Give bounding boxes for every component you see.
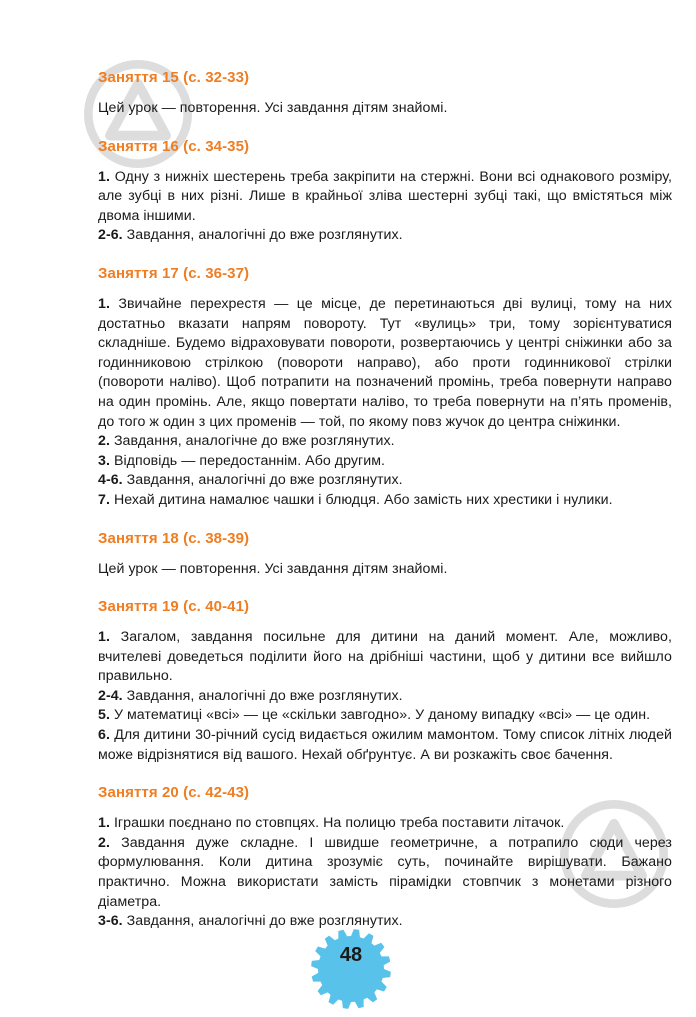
lesson-paragraph bbox=[98, 432, 672, 452]
lesson-paragraph bbox=[98, 452, 672, 472]
page-number-badge bbox=[308, 926, 394, 1012]
gear-icon bbox=[308, 926, 394, 1012]
lesson-section bbox=[98, 783, 672, 932]
lesson-heading: Заняття 17 (с. 36-37) bbox=[98, 264, 250, 282]
task-text: Цей урок — повторення. Усі завдання дітям знайомі. bbox=[98, 100, 448, 116]
lesson-section bbox=[98, 529, 672, 580]
task-text: Завдання, аналогічне до вже розглянутих. bbox=[113, 433, 395, 450]
lesson-heading: Заняття 20 (с. 42-43) bbox=[98, 784, 250, 802]
lesson-paragraph bbox=[98, 706, 672, 726]
task-text: Цей урок — повторення. Усі завдання дітям знайомі. bbox=[98, 560, 448, 577]
task-text: Завдання, аналогічні до вже розглянутих. bbox=[126, 913, 403, 930]
section-gap bbox=[98, 765, 672, 783]
lesson-section bbox=[98, 597, 672, 765]
task-text: Для дитини 30-річний сусід видається ожилим мамонтом. Тому список літніх людей може відрізнятися від вашого. Нехай обґрунтує. А ви розкажіть своє бачення. bbox=[98, 727, 672, 763]
task-text: Завдання, аналогічні до вже розглянутих. bbox=[126, 227, 403, 244]
lesson-paragraph bbox=[98, 491, 672, 511]
task-number: 4-6. bbox=[98, 472, 123, 489]
task-number: 7. bbox=[98, 491, 110, 508]
task-text: У математиці «всі» — це «скільки завгодно». У даному випадку «всі» — це один. bbox=[113, 707, 651, 724]
task-number: 6. bbox=[98, 727, 110, 744]
lesson-paragraph bbox=[98, 99, 672, 119]
lesson-paragraph bbox=[98, 726, 672, 765]
task-number: 1. bbox=[98, 629, 110, 646]
page-content bbox=[98, 68, 672, 932]
lesson-paragraph bbox=[98, 814, 672, 834]
lesson-paragraph bbox=[98, 834, 672, 912]
task-number: 1. bbox=[98, 815, 110, 832]
section-gap bbox=[98, 119, 672, 137]
lesson-paragraph bbox=[98, 628, 672, 687]
lesson-section bbox=[98, 264, 672, 511]
section-gap bbox=[98, 579, 672, 597]
task-text: Загалом, завдання посильне для дитини на даний момент. Але, можливо, вчителеві доведеться поділити його на дрібніші частини, щоб у дитини все вийшло правильно. bbox=[98, 629, 672, 685]
lesson-heading: Заняття 18 (с. 38-39) bbox=[98, 529, 250, 547]
task-number: 3-6. bbox=[98, 913, 123, 930]
task-text: Одну з нижніх шестерень треба закріпити на стержні. Вони всі однакового розміру, але зубці в них різні. Лише в крайньої зліва шестерні зубці такі, що вмістяться між двома іншими. bbox=[98, 168, 673, 224]
task-number: 3. bbox=[98, 452, 110, 469]
lesson-heading: Заняття 19 (с. 40-41) bbox=[98, 598, 250, 616]
lesson-paragraph bbox=[98, 687, 672, 707]
task-number: 2-4. bbox=[98, 687, 123, 704]
task-text: Завдання, аналогічні до вже розглянутих. bbox=[126, 472, 403, 489]
page-number: 48 bbox=[339, 944, 363, 966]
task-number: 2. bbox=[98, 834, 110, 851]
lesson-paragraph bbox=[98, 560, 672, 580]
task-number: 2. bbox=[98, 433, 110, 450]
lesson-heading: Заняття 15 (с. 32-33) bbox=[98, 69, 250, 86]
task-text: Нехай дитина намалює чашки і блюдця. Або замість них хрестики і нулики. bbox=[113, 491, 613, 508]
task-text: Іграшки поєднано по стовпцях. На полицю треба поставити літачок. bbox=[113, 815, 565, 832]
section-gap bbox=[98, 511, 672, 529]
lesson-heading: Заняття 16 (с. 34-35) bbox=[98, 137, 250, 155]
task-text: Звичайне перехрестя — це місце, де перетинаються дві вулиці, тому на них достатньо вказати напрям повороту. Тут «вулиць» три, тому зорієнтуватися складніше. Будемо відраховувати повороти, розвертаючись у центрі сніжинки або за годинниковою стрілкою (повороти направо), або проти годинникової стрілки (повороти наліво). Щоб потрапити на позначений промінь, треба повернути направо на один промінь. Але, якщо повертати наліво, то треба повернути на п’ять променів, до того ж один з цих променів — той, по якому повз жучок до центра сніжинки. bbox=[98, 295, 672, 430]
task-text: Завдання, аналогічні до вже розглянутих. bbox=[126, 687, 403, 704]
lesson-paragraph bbox=[98, 226, 672, 246]
lesson-paragraph bbox=[98, 295, 672, 432]
task-text: Завдання дуже складне. І швидше геометричне, а потрапило сюди через формулювання. Коли дитина зрозуміє суть, починайте вирішувати. Бажано практично. Можна використати замість пірамідки стовпчик з монетами різного діаметра. bbox=[98, 834, 672, 910]
lesson-paragraph bbox=[98, 471, 672, 491]
task-number: 1. bbox=[98, 295, 110, 312]
section-gap bbox=[98, 246, 672, 264]
lesson-section bbox=[98, 68, 672, 119]
task-number: 2-6. bbox=[98, 227, 123, 244]
task-number: 5. bbox=[98, 707, 110, 724]
task-number: 1. bbox=[98, 168, 110, 185]
lesson-paragraph bbox=[98, 168, 672, 227]
task-text: Відповідь — передостаннім. Або другим. bbox=[113, 452, 386, 469]
lesson-section bbox=[98, 137, 672, 246]
